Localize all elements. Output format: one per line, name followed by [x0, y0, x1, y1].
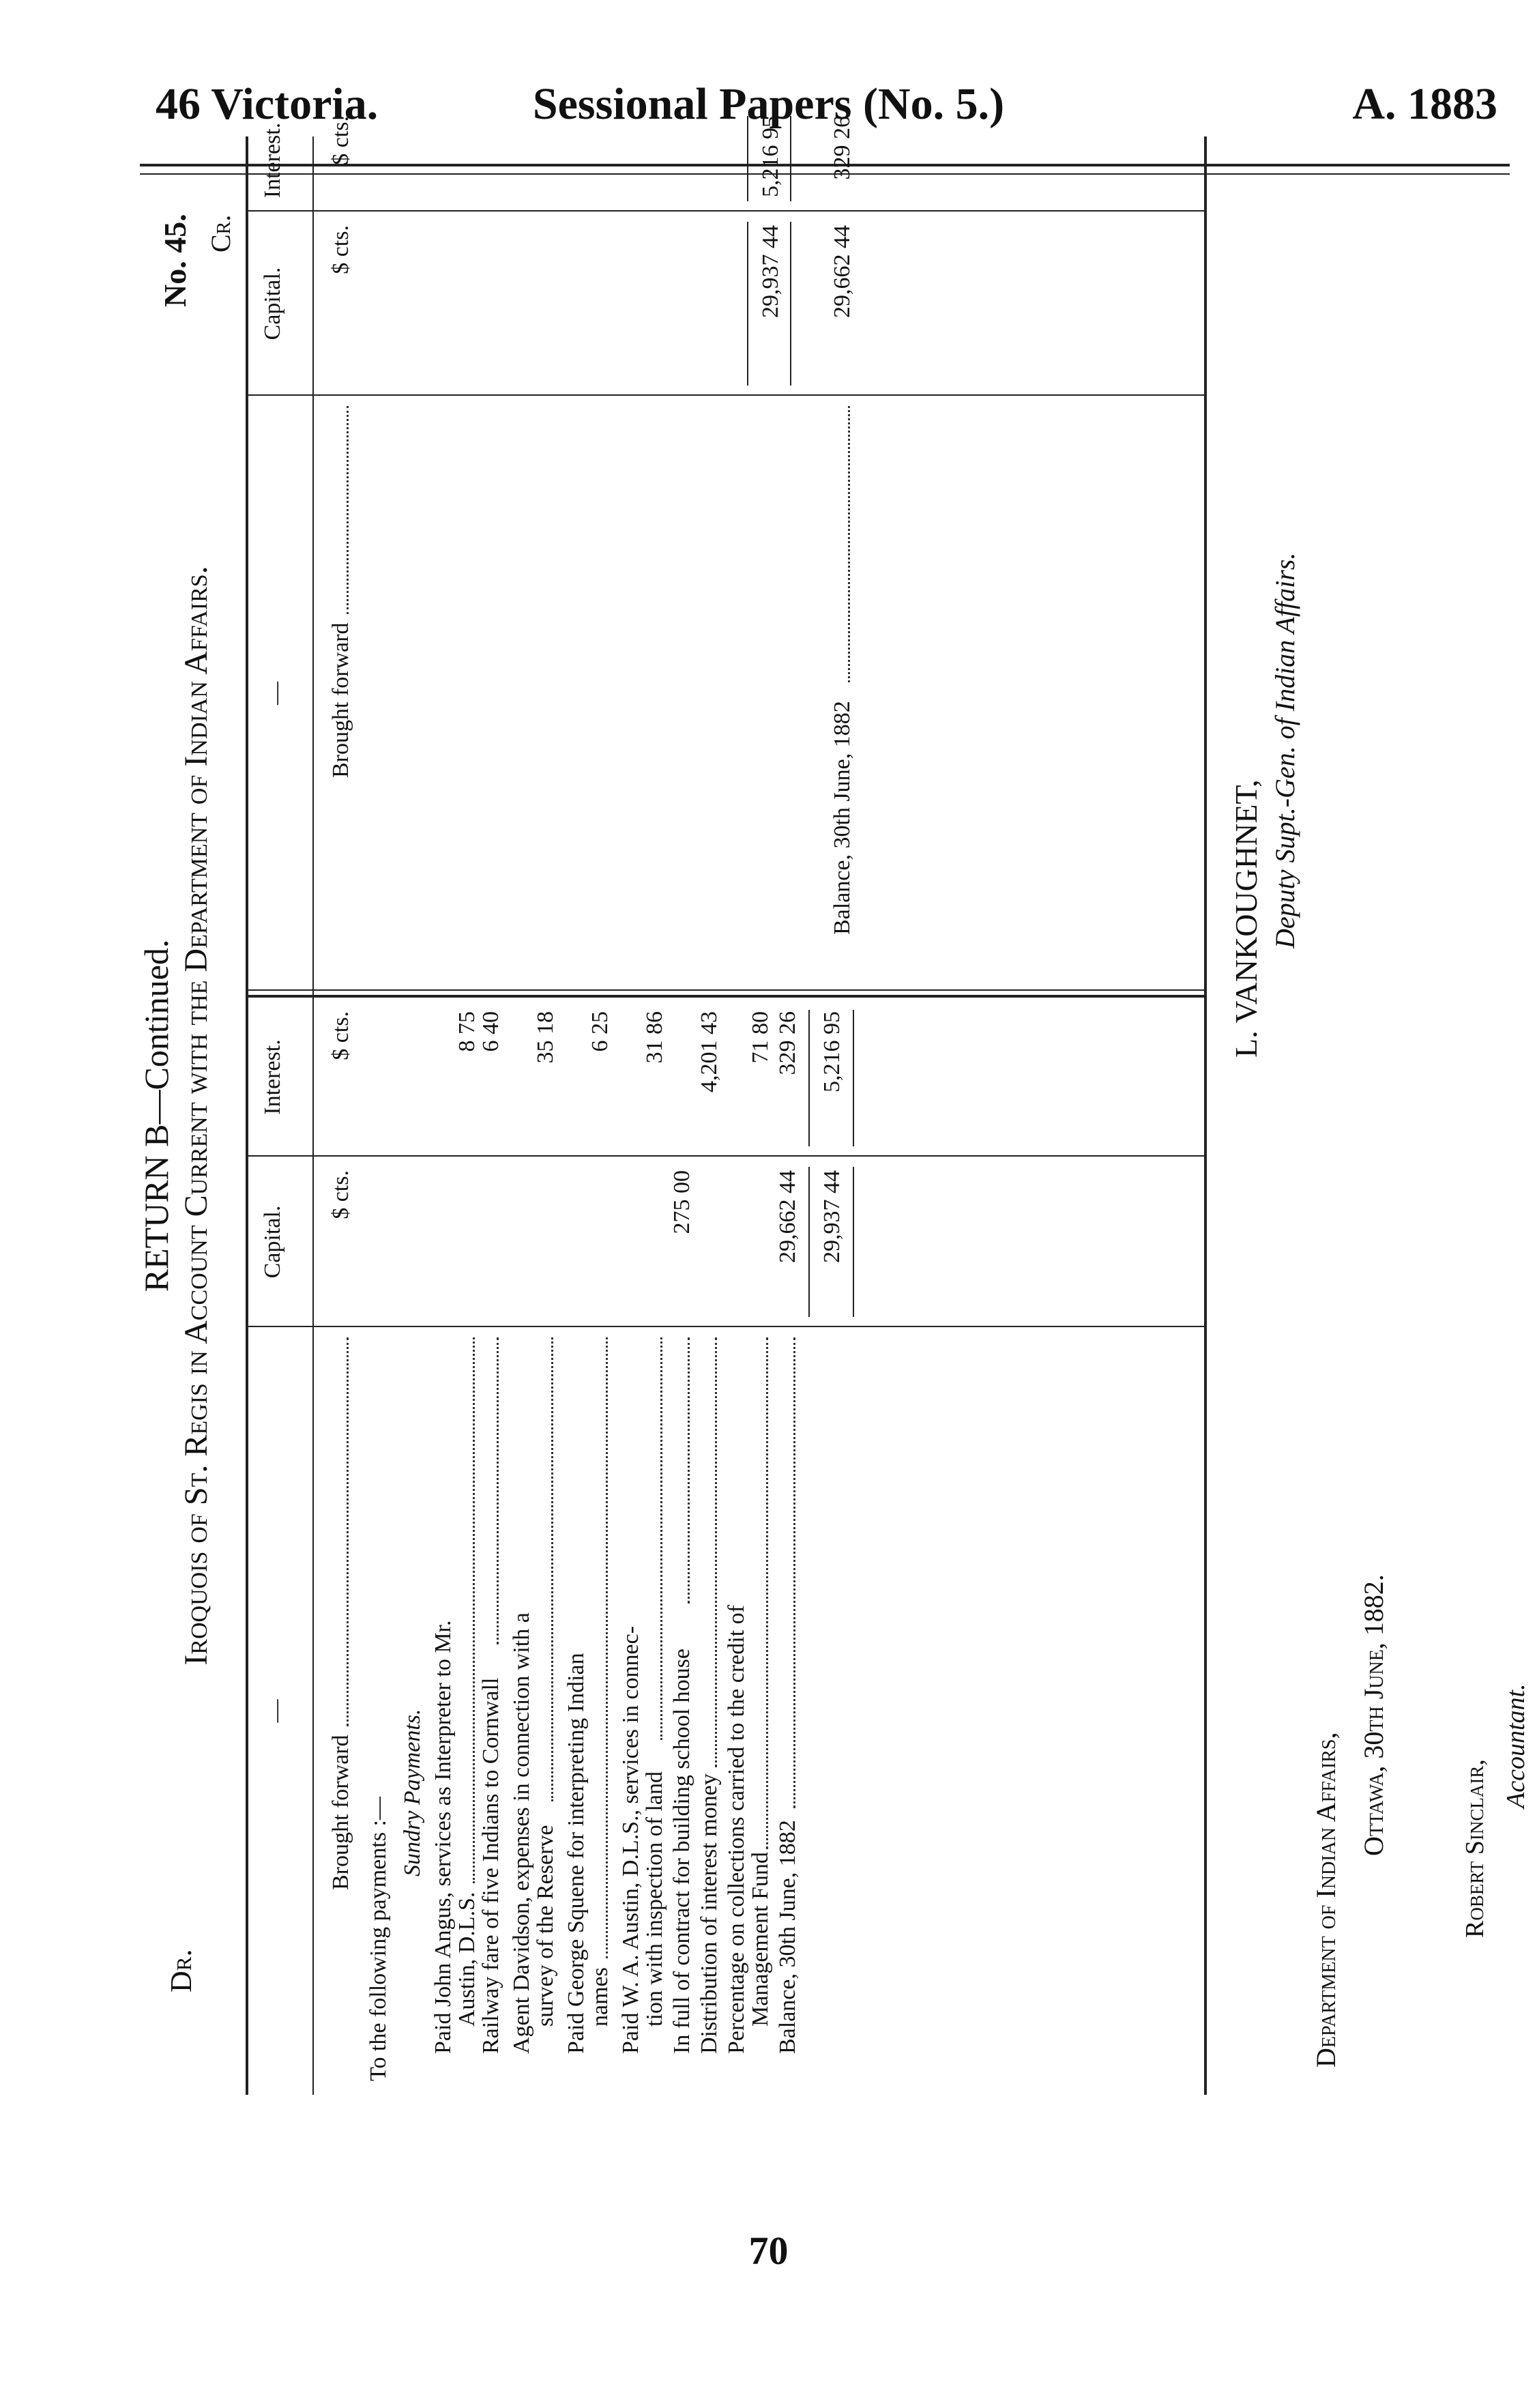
debit-row-1-line-2: Austin, D.L.S.: [454, 1891, 480, 2027]
debit-row-2-interest: 6 40: [478, 1011, 503, 1052]
return-title: RETURN B—Continued.: [137, 939, 175, 1292]
debit-header-capital: Capital.: [260, 1205, 285, 1279]
header-title: Sessional Papers (No. 5.): [532, 79, 1005, 129]
debit-currency-interest: $ cts.: [328, 1011, 353, 1060]
center-divider: [246, 995, 1204, 998]
debit-row-1-line-1: Paid John Angus, services as Interpreter to Mr.: [430, 1620, 456, 2054]
debit-intro: To the following payments :—: [366, 1797, 391, 2081]
credit-header-interest: Interest.: [260, 122, 285, 199]
leader-dots: [715, 1337, 717, 1767]
debit-header-description: —: [263, 1699, 289, 1723]
debit-row-4-interest: 6 25: [587, 1011, 613, 1052]
leader-dots: [497, 1337, 499, 1644]
debit-row-4-line-2: names: [587, 1967, 613, 2027]
debit-total-interest: 5,216 95: [819, 1011, 845, 1092]
credit-total-capital: 29,937 44: [758, 225, 783, 318]
return-subtitle: Iroquois of St. Regis in Account Current with the Department of Indian Affairs.: [178, 566, 214, 1666]
credit-balance-interest: 329 26: [830, 116, 855, 180]
debit-row-6-line-1: In full of contract for building school house: [669, 1649, 694, 2054]
debit-row-7-line-1: Distribution of interest money: [697, 1773, 722, 2054]
debit-row-8-line-2: Management Fund: [748, 1852, 773, 2027]
credit-balance-label: Balance, 30th June, 1882: [830, 701, 855, 935]
debit-row-5-line-2: tion with inspection of land: [642, 1771, 667, 2027]
leader-dots: [473, 1337, 475, 1883]
debit-divider-1: [246, 1326, 1204, 1327]
leader-dots: [688, 1337, 690, 1604]
credit-interest-total-rule: [790, 116, 791, 201]
return-number: No. 45.: [158, 214, 192, 307]
debit-row-2-line-1: Railway fare of five Indians to Cornwall: [478, 1677, 503, 2054]
leader-dots: [793, 1337, 795, 1808]
debit-row-3-interest: 35 18: [533, 1011, 558, 1064]
debit-subheading: Sundry Payments.: [400, 1709, 425, 1876]
dr-label: Dr.: [164, 1949, 198, 1992]
leader-dots: [660, 1337, 662, 1740]
leader-dots: [347, 406, 349, 614]
footer-accountant-name: Robert Sinclair,: [1461, 1759, 1489, 1938]
credit-total-interest: 5,216 95: [758, 116, 783, 197]
debit-row-5-interest: 31 86: [642, 1011, 667, 1064]
leader-dots: [606, 1337, 608, 1958]
credit-currency-interest: $ cts.: [328, 116, 353, 165]
credit-interest-sum-rule: [747, 116, 748, 201]
leader-dots: [848, 406, 850, 682]
debit-row-1-interest: 8 75: [454, 1011, 480, 1052]
table-top-rule: [246, 136, 248, 2095]
header-year: A. 1883: [1352, 79, 1497, 129]
credit-balance-capital: 29,662 44: [830, 225, 855, 318]
credit-header-capital: Capital.: [260, 267, 285, 340]
leader-dots: [347, 1337, 349, 1726]
credit-capital-total-rule: [790, 222, 791, 386]
table-bottom-rule: [1204, 136, 1207, 2095]
credit-capital-sum-rule: [747, 222, 748, 386]
footer-department: Department of Indian Affairs,: [1311, 1732, 1341, 2068]
debit-row-4-line-1: Paid George Squene for interpreting Indian: [563, 1653, 589, 2054]
credit-divider-2: [246, 210, 1204, 212]
page-number: 70: [748, 2229, 789, 2273]
credit-currency-capital: $ cts.: [328, 225, 353, 274]
debit-row-8-line-1: Percentage on collections carried to the credit of: [724, 1605, 749, 2054]
header-session: 46 Victoria.: [156, 79, 379, 129]
debit-interest-total-rule: [853, 1010, 854, 1146]
footer-accountant-title: Accountant.: [1502, 1683, 1530, 1808]
debit-brought-forward: Brought forward: [328, 1735, 353, 1890]
credit-divider-1: [246, 394, 1204, 396]
cr-label: Cr.: [205, 214, 236, 252]
center-divider-inner: [246, 989, 1204, 991]
debit-capital-sum-rule: [808, 1167, 810, 1317]
debit-divider-2: [246, 1155, 1204, 1157]
debit-row-9-capital: 29,662 44: [775, 1170, 800, 1263]
debit-row-6-capital: 275 00: [669, 1170, 694, 1234]
debit-interest-sum-rule: [808, 1010, 810, 1146]
leader-dots: [551, 1337, 553, 1801]
debit-total-capital: 29,937 44: [819, 1170, 845, 1263]
credit-header-description: —: [263, 682, 289, 705]
debit-row-9-interest: 329 26: [775, 1011, 800, 1075]
debit-row-3-line-1: Agent Davidson, expenses in connection with a: [509, 1612, 534, 2054]
footer-officer-name: L. VANKOUGHNET,: [1229, 779, 1263, 1058]
header-bottom-rule: [312, 136, 314, 2095]
footer-officer-title: Deputy Supt.-Gen. of Indian Affairs.: [1270, 552, 1300, 948]
leader-dots: [766, 1337, 768, 1849]
debit-capital-total-rule: [853, 1167, 854, 1317]
debit-currency-capital: $ cts.: [328, 1170, 353, 1219]
rotated-account-table: [136, 48, 1530, 2095]
credit-brought-forward: Brought forward: [328, 622, 353, 778]
debit-header-interest: Interest.: [260, 1039, 285, 1115]
debit-row-8-interest: 71 80: [748, 1011, 773, 1064]
footer-place-date: Ottawa, 30th June, 1882.: [1358, 1574, 1389, 1856]
debit-row-5-line-1: Paid W. A. Austin, D.L.S., services in connec-: [618, 1625, 643, 2054]
debit-row-3-line-2: survey of the Reserve: [533, 1825, 558, 2027]
debit-row-7-interest: 4,201 43: [697, 1011, 722, 1092]
debit-row-9-line-1: Balance, 30th June, 1882: [775, 1820, 800, 2054]
